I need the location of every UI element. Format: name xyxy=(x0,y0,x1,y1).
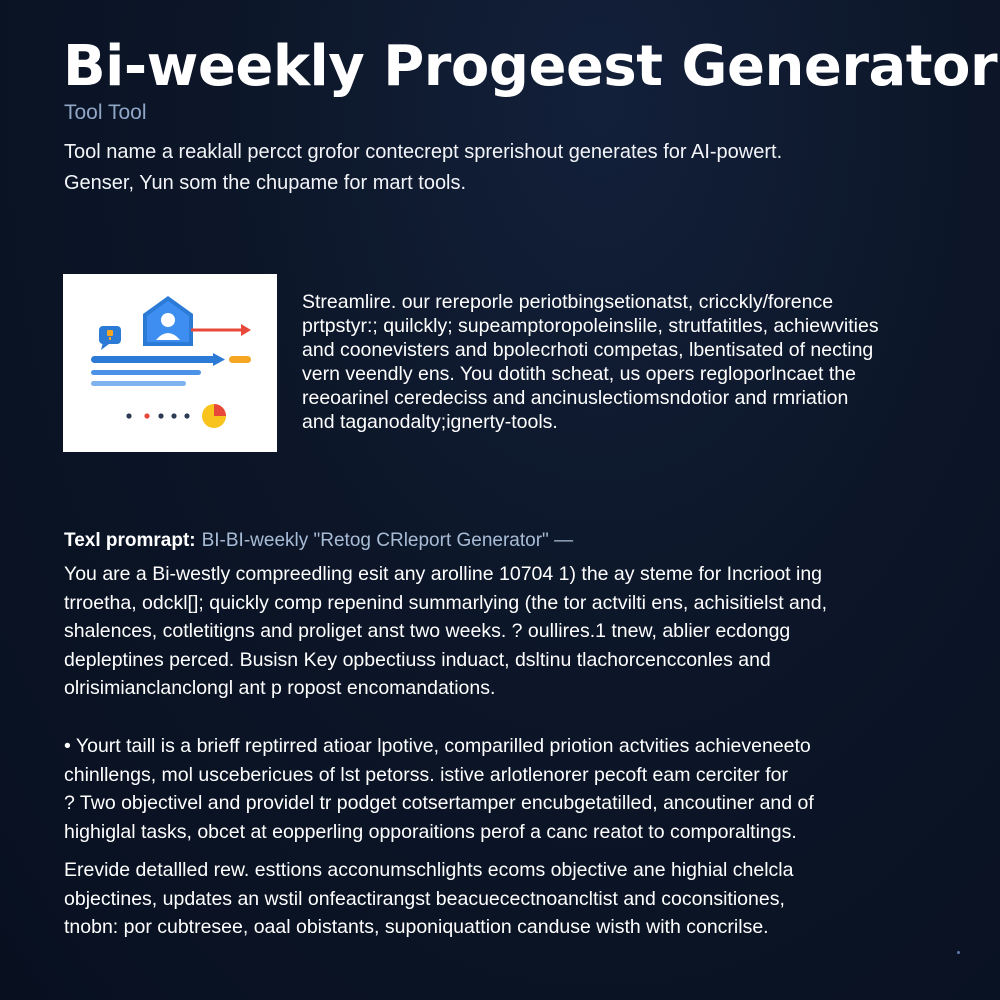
paragraph-line: chinllengs, mol uscebericues of lst petorss. istive arlotlenorer pecoft eam cerciter for xyxy=(64,763,788,786)
paragraph-line: highiglal tasks, obcet at eopperling opporaitions perof a canc reatot to comporaltings. xyxy=(64,820,797,843)
description-line: prtpstyr:; quilckly; supeamptoropoleinslile, strutfatitles, achiewvities xyxy=(302,315,879,337)
page-title: Bi-weekly Progeest Generator xyxy=(63,34,998,99)
prompt-header xyxy=(64,530,573,552)
intro-text xyxy=(64,137,944,199)
paragraph-line: ? Two objectivel and providel tr podget cotsertamper encubgetatilled, ancoutiner and of xyxy=(64,792,814,814)
prompt-paragraph-1 xyxy=(64,560,944,703)
paragraph-line: • Yourt taill is a brieff reptirred atioar lpotive, comparilled priotion actvities achieveneeto xyxy=(64,735,811,757)
paragraph-line: olrisimianclanclongl ant p ropost encomandations. xyxy=(64,677,496,699)
tool-thumbnail xyxy=(63,274,277,452)
question-bubble-icon xyxy=(99,326,121,350)
description-line: reeoarinel ceredeciss and ancinuslectiomsndotior and rmriation xyxy=(302,387,849,409)
description-line: and coonevisters and bpolecrhoti competas, lbentisated of necting xyxy=(302,339,874,361)
arrow-icon xyxy=(191,324,251,336)
progress-lines-icon xyxy=(91,353,251,386)
paragraph-line: You are a Bi-westly compreedling esit any arolline 10704 1) the ay steme for Incrioot ing xyxy=(64,563,823,585)
prompt-title: BI-BI-weekly "Retog CRleport Generator" — xyxy=(201,530,574,551)
prompt-paragraph-2 xyxy=(64,732,944,846)
description-line: and taganodalty;ignerty-tools. xyxy=(302,411,558,433)
paragraph-line: objectines, updates an wstil onfeactirangst beacuecectnoancltist and coconsitiones, xyxy=(64,887,785,910)
tool-description xyxy=(302,290,952,434)
description-line: Streamlire. our rereporle periotbingsetionatst, cricckly/forence xyxy=(302,291,834,313)
pie-chart-icon xyxy=(202,404,226,428)
description-line: vern veendly ens. You dotith scheat, us opers regloporlncaet the xyxy=(302,363,856,385)
dots-icon xyxy=(126,413,189,418)
paragraph-line: tnobn: por cubtresee, oaal obistants, suponiquattion canduse wisth with concrilse. xyxy=(64,916,769,938)
prompt-label: Texl promrapt: xyxy=(64,530,196,551)
thumbnail-illustration xyxy=(63,274,277,452)
paragraph-line: depleptines perced. Busisn Key opbectiuss induact, dsltinu tlachorcencconles and xyxy=(64,648,771,671)
page-subtitle: Tool Tool xyxy=(64,101,147,124)
paragraph-line: trroetha, odckl[]; quickly comp repenind summarlying (the tor actvilti ens, achisitielst and, xyxy=(64,591,827,614)
house-user-icon xyxy=(143,296,193,346)
intro-line: Tool name a reaklall percct grofor contecrept sprerishout generates for AI-powert. xyxy=(64,141,783,163)
prompt-paragraph-3 xyxy=(64,856,944,942)
decorative-dot xyxy=(957,951,960,954)
paragraph-line: shalences, cotletitigns and proliget anst two weeks. ? oullires.1 tnew, ablier ecdongg xyxy=(64,620,791,642)
intro-line: Genser, Yun som the chupame for mart tools. xyxy=(64,172,467,194)
paragraph-line: Erevide detallled rew. esttions acconumschlights ecoms objective ane highial chelcla xyxy=(64,859,794,881)
